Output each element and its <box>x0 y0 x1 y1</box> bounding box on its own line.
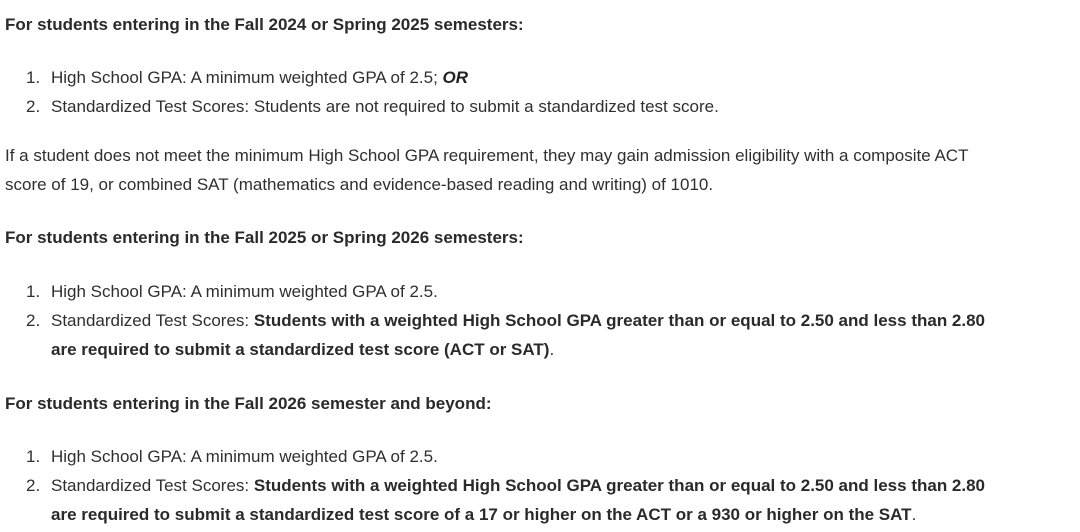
item-text: Students are not required to submit a standardized test score. <box>253 97 719 116</box>
list-number: 1. <box>26 68 41 87</box>
item-label: High School GPA: <box>51 447 187 466</box>
item-label: Standardized Test Scores: <box>51 311 250 330</box>
list-text <box>51 281 438 303</box>
list-text <box>51 67 468 89</box>
list-number: 1. <box>26 282 41 301</box>
section-heading-fall-2025: For students entering in the Fall 2025 or Spring 2026 semesters: <box>5 228 524 247</box>
item-bold-text: Students with a weighted High School GPA greater than or equal to 2.50 and less than 2.80 <box>253 311 986 330</box>
item-label: Standardized Test Scores: <box>51 476 250 495</box>
item-tail: . <box>911 505 917 524</box>
list-text <box>51 339 554 361</box>
item-text: A minimum weighted GPA of 2.5; <box>190 68 438 87</box>
list-number: 2. <box>26 476 41 495</box>
note-line: score of 19, or combined SAT (mathematics and evidence-based reading and writing) of 1010. <box>5 175 714 194</box>
note-paragraph <box>5 141 1075 199</box>
list-text <box>51 310 985 332</box>
item-text: A minimum weighted GPA of 2.5. <box>190 282 438 301</box>
list-number: 1. <box>26 447 41 466</box>
section-heading-fall-2026: For students entering in the Fall 2026 semester and beyond: <box>5 394 492 413</box>
list-text <box>51 504 916 526</box>
item-bold-text: are required to submit a standardized test score (ACT or SAT) <box>51 340 550 359</box>
item-label: High School GPA: <box>51 68 187 87</box>
list-text <box>51 96 719 118</box>
item-text: A minimum weighted GPA of 2.5. <box>190 447 438 466</box>
or-emphasis: OR <box>442 68 469 87</box>
item-tail: . <box>549 340 555 359</box>
list-number: 2. <box>26 97 41 116</box>
list-text <box>51 475 985 497</box>
item-label: Standardized Test Scores: <box>51 97 250 116</box>
item-bold-text: are required to submit a standardized test score of a 17 or higher on the ACT or a 930 or higher on the SAT <box>51 505 912 524</box>
section-heading-fall-2024: For students entering in the Fall 2024 or Spring 2025 semesters: <box>5 15 524 34</box>
item-label: High School GPA: <box>51 282 187 301</box>
note-line: If a student does not meet the minimum High School GPA requirement, they may gain admission eligibility with a composite ACT <box>5 146 969 165</box>
list-number: 2. <box>26 311 41 330</box>
item-bold-text: Students with a weighted High School GPA greater than or equal to 2.50 and less than 2.80 <box>253 476 986 495</box>
list-text <box>51 446 438 468</box>
